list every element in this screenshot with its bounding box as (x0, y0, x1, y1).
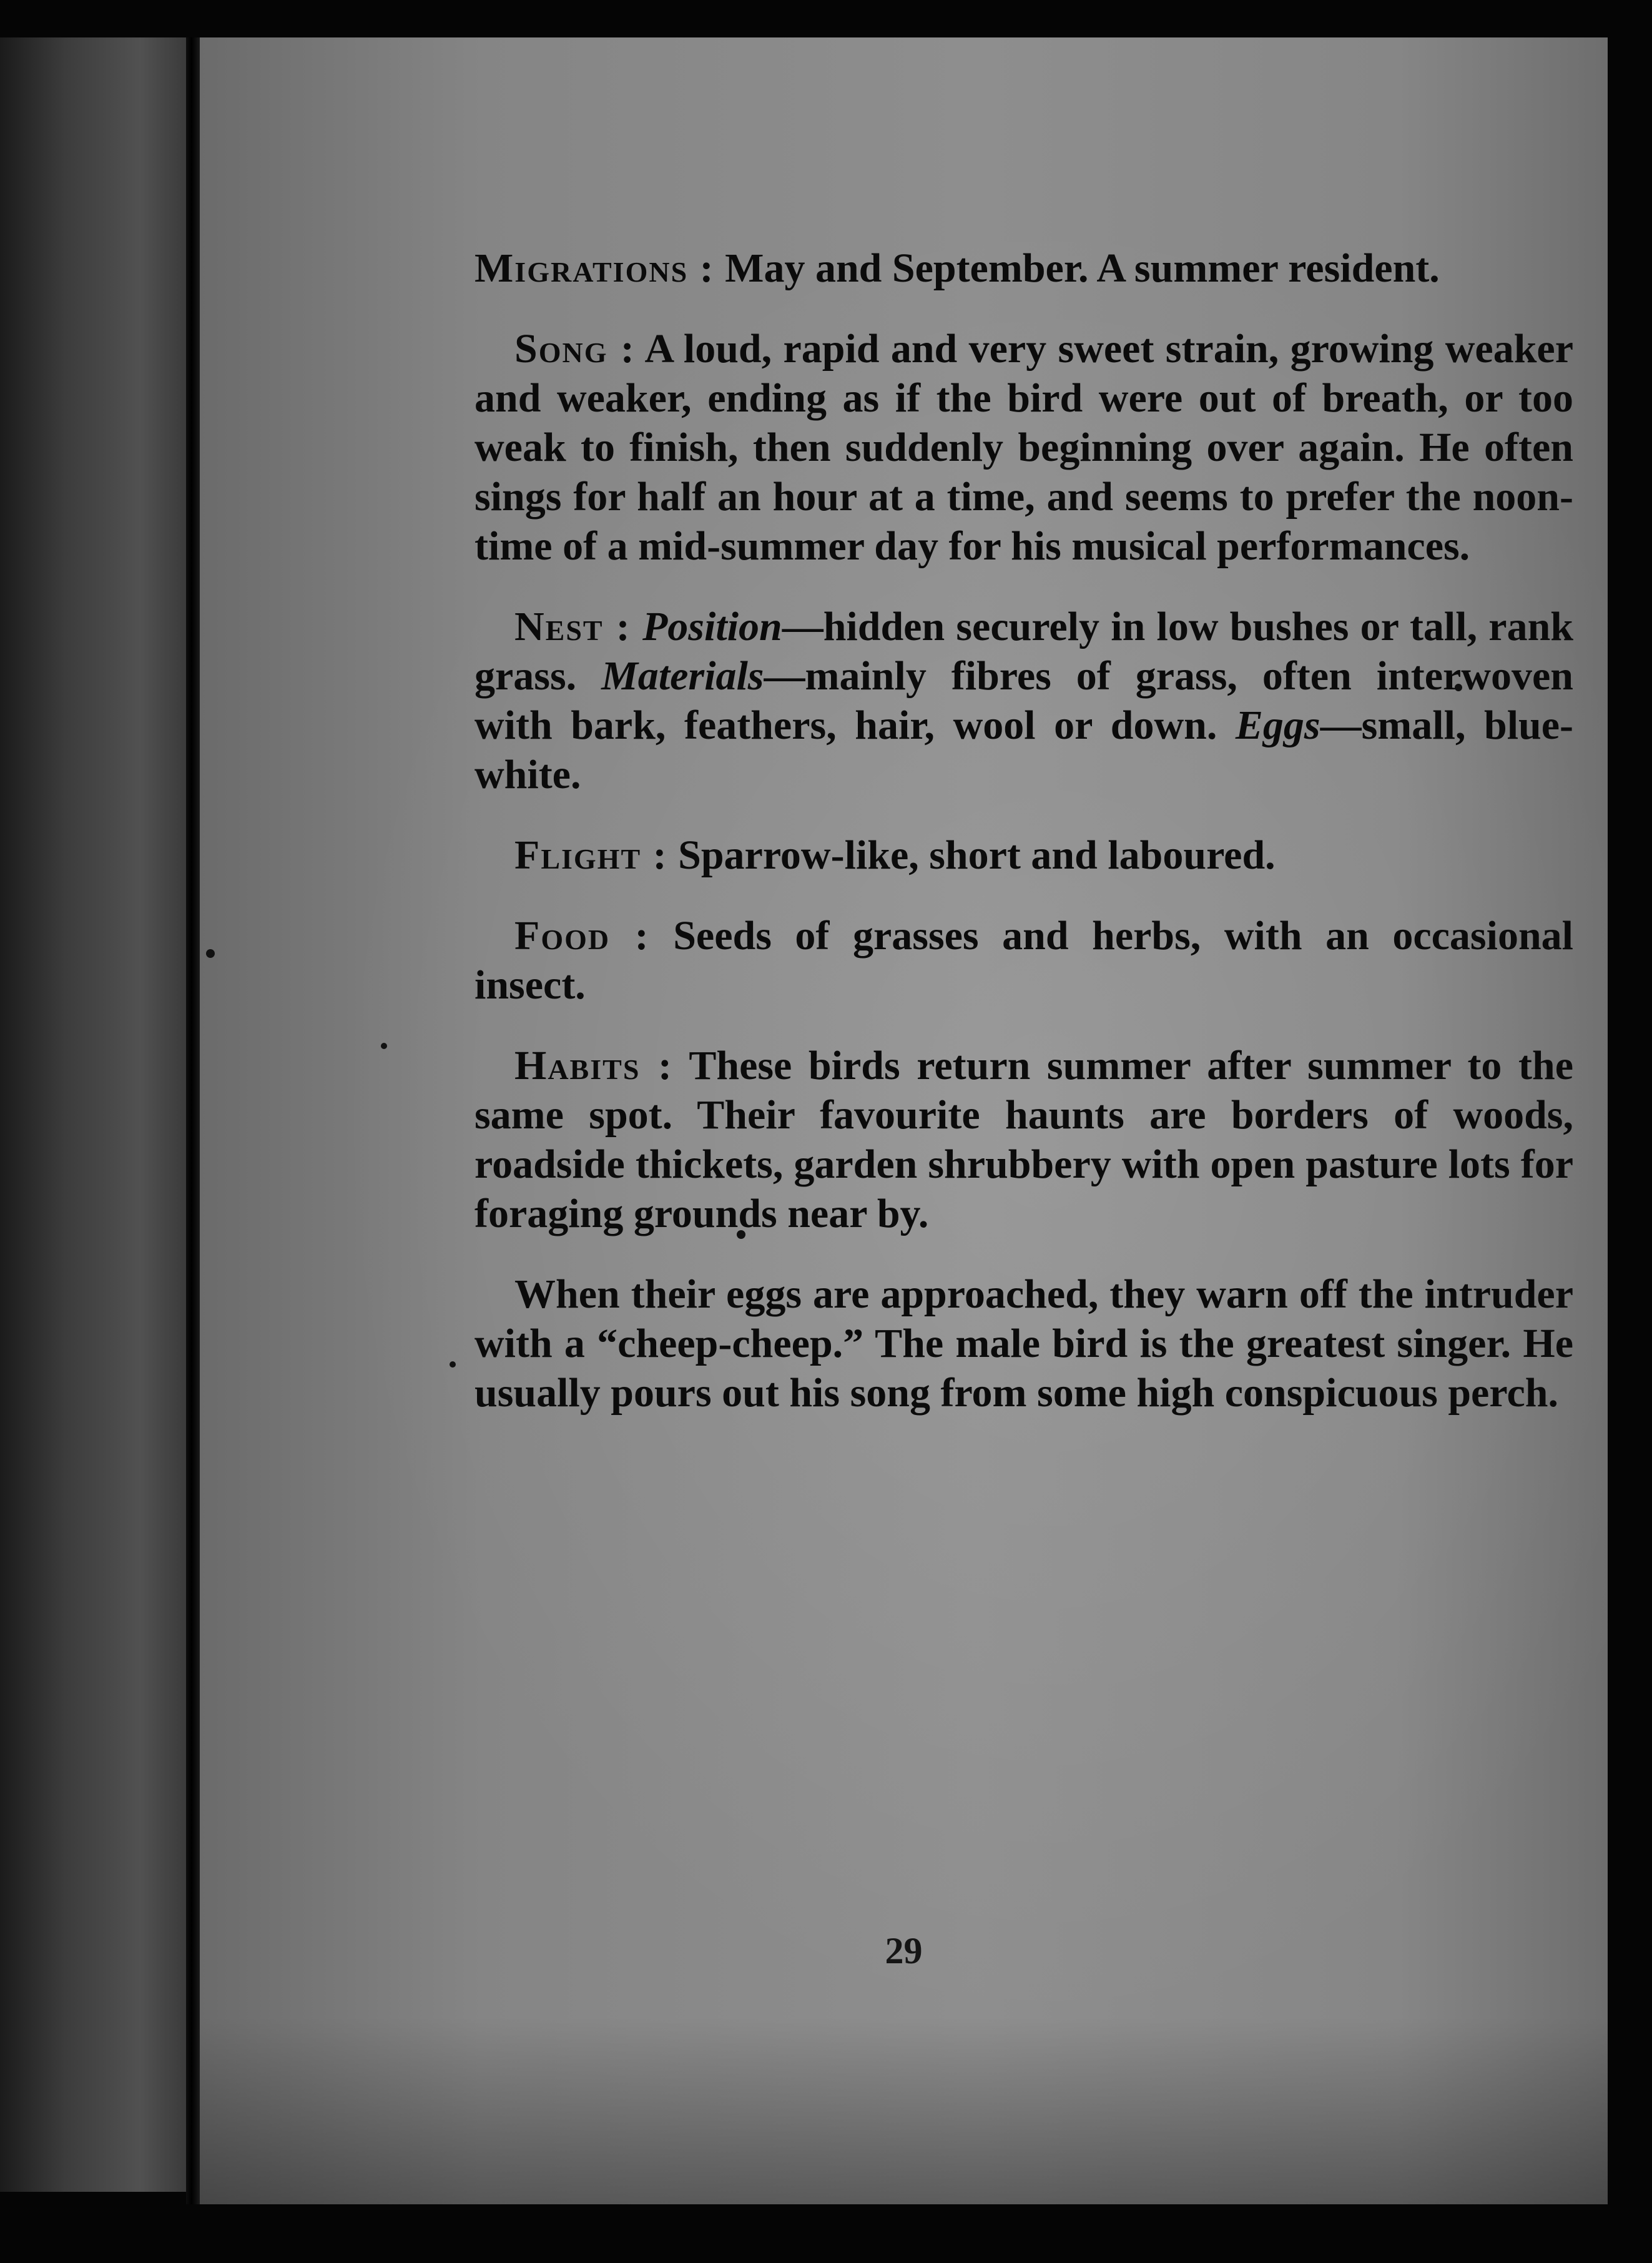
dust-speck (206, 949, 215, 958)
dust-speck (381, 1043, 387, 1049)
section-heading: Migrations : (474, 245, 715, 291)
section-heading: Habits : (514, 1043, 673, 1088)
body-text-run: Sparrow-like, short and laboured. (667, 832, 1276, 878)
body-text-run: Seeds of grasses and herbs, with an occasional insect. (474, 913, 1574, 1008)
italic-term: Eggs (1235, 703, 1320, 748)
dust-speck (450, 1361, 456, 1368)
page-number: 29 (885, 1930, 923, 1971)
body-text-run: May and September. A summer resident. (714, 245, 1440, 291)
left-page-edge (0, 37, 187, 2192)
paragraph (474, 1270, 1573, 1417)
italic-term: Position (642, 604, 782, 649)
book-gutter (186, 37, 200, 2204)
body-text-run: —mainly fibres of grass, often interwoven with bark, feathers, hair, wool or down. (474, 653, 1573, 748)
body-text-run: —small, blue-white. (474, 703, 1574, 797)
section-heading: Flight : (514, 832, 668, 878)
section-heading: Nest : (514, 604, 631, 649)
section-heading: Song : (514, 326, 636, 372)
body-text-run (631, 604, 642, 649)
paragraph (474, 244, 1573, 293)
body-text-run: —hidden securely in low bushes or tall, rank grass. (474, 604, 1574, 699)
paragraph (474, 602, 1573, 799)
paragraph (474, 911, 1573, 1010)
italic-term: Materials (601, 653, 764, 699)
section-heading: Food : (514, 913, 650, 959)
paragraph (474, 831, 1573, 880)
paragraph (474, 1041, 1573, 1238)
body-text-run: These birds return summer after summer to the same spot. Their favourite haunts are borders of woods, roadside thickets, garden shrubbery with open pasture lots for foraging grounds near by. (474, 1043, 1573, 1236)
body-text-run: A loud, rapid and very sweet strain, growing weaker and weaker, ending as if the bird were out of breath, or too weak to finish, then suddenly beginning over again. He often sings for half an hour at a time, and seems to prefer the noon-time of a mid-summer day for his musical performances. (474, 326, 1573, 569)
body-text-run: When their eggs are approached, they warn off the intruder with a “cheep-cheep.” The male bird is the greatest singer. He usually pours out his song from some high conspicuous perch. (474, 1271, 1573, 1416)
paragraph (474, 324, 1573, 571)
body-text (474, 244, 1573, 1449)
book-page (200, 37, 1608, 2204)
